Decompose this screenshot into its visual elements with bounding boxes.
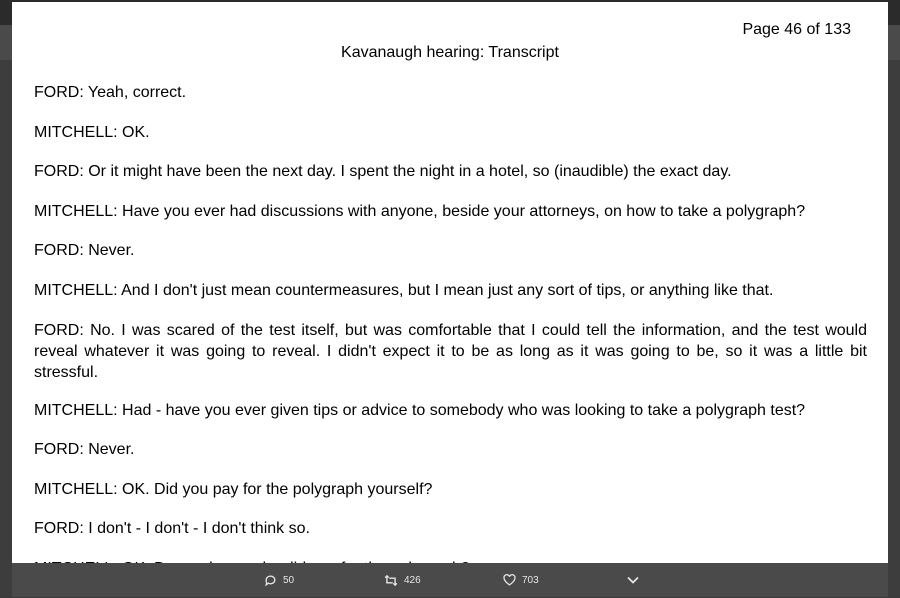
- transcript-line: FORD: I don't - I don't - I don't think so.: [34, 520, 310, 538]
- retweet-icon: [384, 574, 398, 587]
- like-button[interactable]: [503, 563, 539, 597]
- like-count: 703: [522, 574, 539, 586]
- transcript-line: MITCHELL: Had - have you ever given tips or advice to somebody who was looking to take a polygraph test?: [34, 401, 806, 419]
- transcript: [34, 82, 867, 598]
- chevron-down-icon: [627, 576, 639, 584]
- transcript-line: MITCHELL: OK. Did you pay for the polygraph yourself?: [34, 480, 433, 498]
- transcript-line: FORD: Never.: [34, 242, 135, 260]
- tweet-action-bar: [12, 563, 888, 597]
- more-options-button[interactable]: [627, 563, 639, 597]
- retweet-count: 426: [404, 574, 421, 586]
- transcript-line: FORD: Never.: [34, 441, 135, 459]
- heart-icon: [503, 574, 516, 586]
- document-page: [12, 2, 888, 563]
- transcript-line: FORD: Or it might have been the next day. I spent the night in a hotel, so (inaudible) the exact day.: [34, 163, 732, 181]
- transcript-line: MITCHELL: And I don't just mean countermeasures, but I mean just any sort of tips, or anything like that.: [34, 281, 774, 299]
- retweet-button[interactable]: [384, 563, 421, 597]
- transcript-line: MITCHELL: Have you ever had discussions with anyone, beside your attorneys, on how to take a polygraph?: [34, 202, 806, 220]
- reply-icon: [264, 574, 277, 587]
- reply-button[interactable]: [264, 563, 294, 597]
- page-number: Page 46 of 133: [742, 21, 851, 38]
- transcript-line: FORD: Yeah, correct.: [34, 84, 187, 101]
- document-title: Kavanaugh hearing: Transcript: [341, 44, 559, 61]
- transcript-line: FORD: No. I was scared of the test itself, but was comfortable that I could tell the information, and the test would reveal whatever it was going to reveal. I didn't expect it to be as long as it was going to be, so it was a little bit stressful.: [34, 321, 867, 381]
- transcript-line: MITCHELL: OK.: [34, 123, 150, 141]
- reply-count: 50: [283, 574, 295, 586]
